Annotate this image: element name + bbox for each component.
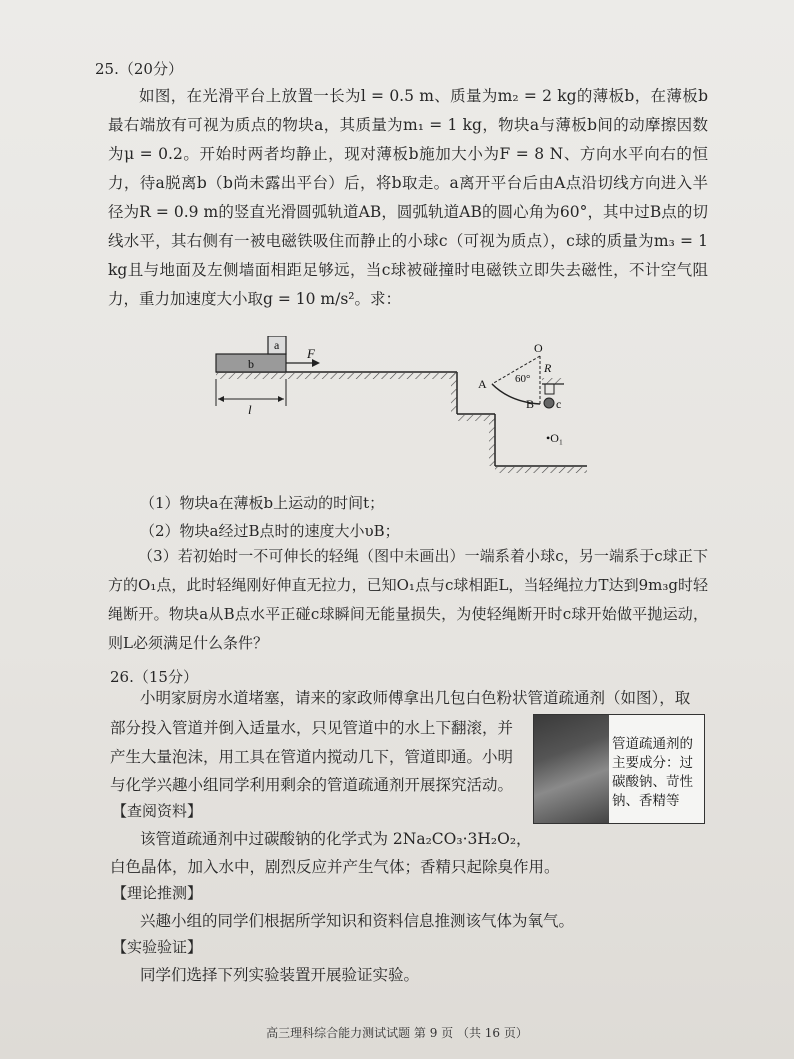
question-26-line-3: 产生大量泡沫，用工具在管道内搅动几下，管道即通。小明 xyxy=(110,748,514,766)
question-25-part-3: （3）若初始时一不可伸长的轻绳（图中未画出）一端系着小球c，另一端系于c球正下方的O₁点，此时轻绳刚好伸直无拉力，已知O₁点与c球相距L，当轻绳拉力T达到9m₃g时轻绳断开。物块a从B点水平正碰c球瞬间无能量损失，为使轻绳断开时c球开始做平抛运动，则L必须满足什么条件？ xyxy=(108,547,708,652)
question-25-part-2: （2）物块a经过B点时的速度大小υB； xyxy=(140,522,400,540)
label-l: l xyxy=(248,402,252,417)
experiment-line-1: 同学们选择下列实验装置开展验证实验。 xyxy=(140,966,420,984)
page-footer: 高三理科综合能力测试试题 第 9 页 （共 16 页） xyxy=(266,1026,528,1040)
label-R: R xyxy=(544,361,552,375)
label-60: 60° xyxy=(515,373,531,385)
reference-line-2: 白色晶体，加入水中，剧烈反应并产生气体；香精只起除臭作用。 xyxy=(110,858,560,876)
label-c: c xyxy=(556,397,562,411)
mechanics-diagram xyxy=(212,336,592,486)
label-O1: •O₁ xyxy=(546,431,564,445)
drain-cleaner-photo xyxy=(533,714,705,824)
label-O: O xyxy=(534,341,543,355)
section-theory: 【理论推测】 xyxy=(112,884,203,902)
question-25-number: 25.（20分） xyxy=(95,60,183,78)
question-25-stem: 如图，在光滑平台上放置一长为l = 0.5 m、质量为m₂ = 2 kg的薄板b，在薄板b最右端放有可视为质点的物块a，其质量为m₁ = 1 kg，物块a与薄板b间的动摩擦因数为μ = 0.2。开始时两者均静止，现对薄板b施加大小为F = 8 N、方向水平向右的恒力，待a脱离b（b尚未露出平台）后，将b取走。a离开平台后由A点沿切线方向进入半径为R = 0.9 m的竖直光滑圆弧轨道AB，圆弧轨道AB的圆心角为60°，其中过B点的切线水平，其右侧有一被电磁铁吸住而静止的小球c（可视为质点），c球的质量为m₃ = 1 kg且与地面及左侧墙面相距足够远，当c球被碰撞时电磁铁立即失去磁性，不计空气阻力，重力加速度大小取g = 10 m/s²。求： xyxy=(108,87,708,308)
question-26-line-2: 部分投入管道并倒入适量水，只见管道中的水上下翻滚，并 xyxy=(110,719,514,737)
theory-line-1: 兴趣小组的同学们根据所学知识和资料信息推测该气体为氧气。 xyxy=(140,912,575,930)
label-a: a xyxy=(274,338,280,352)
question-26-line-1: 小明家厨房水道堵塞，请来的家政师傅拿出几包白色粉状管道疏通剂（如图），取 xyxy=(140,689,691,707)
ball-c xyxy=(544,398,554,408)
label-F: F xyxy=(307,346,315,361)
photo-caption: 管道疏通剂的主要成分：过碳酸钠、苛性钠、香精等 xyxy=(612,736,693,809)
label-A: A xyxy=(478,377,487,391)
product-image xyxy=(534,715,609,823)
section-reference: 【查阅资料】 xyxy=(112,802,203,820)
question-26-line-4: 与化学兴趣小组同学利用剩余的管道疏通剂开展探究活动。 xyxy=(110,776,514,794)
question-26-number: 26.（15分） xyxy=(110,668,198,686)
section-experiment: 【实验验证】 xyxy=(112,938,203,956)
label-B: B xyxy=(526,397,535,411)
question-25-part-1: （1）物块a在薄板b上运动的时间t； xyxy=(140,494,385,512)
reference-line-1: 该管道疏通剂中过碳酸钠的化学式为 2Na₂CO₃·3H₂O₂， xyxy=(140,830,532,848)
label-b: b xyxy=(248,357,254,371)
